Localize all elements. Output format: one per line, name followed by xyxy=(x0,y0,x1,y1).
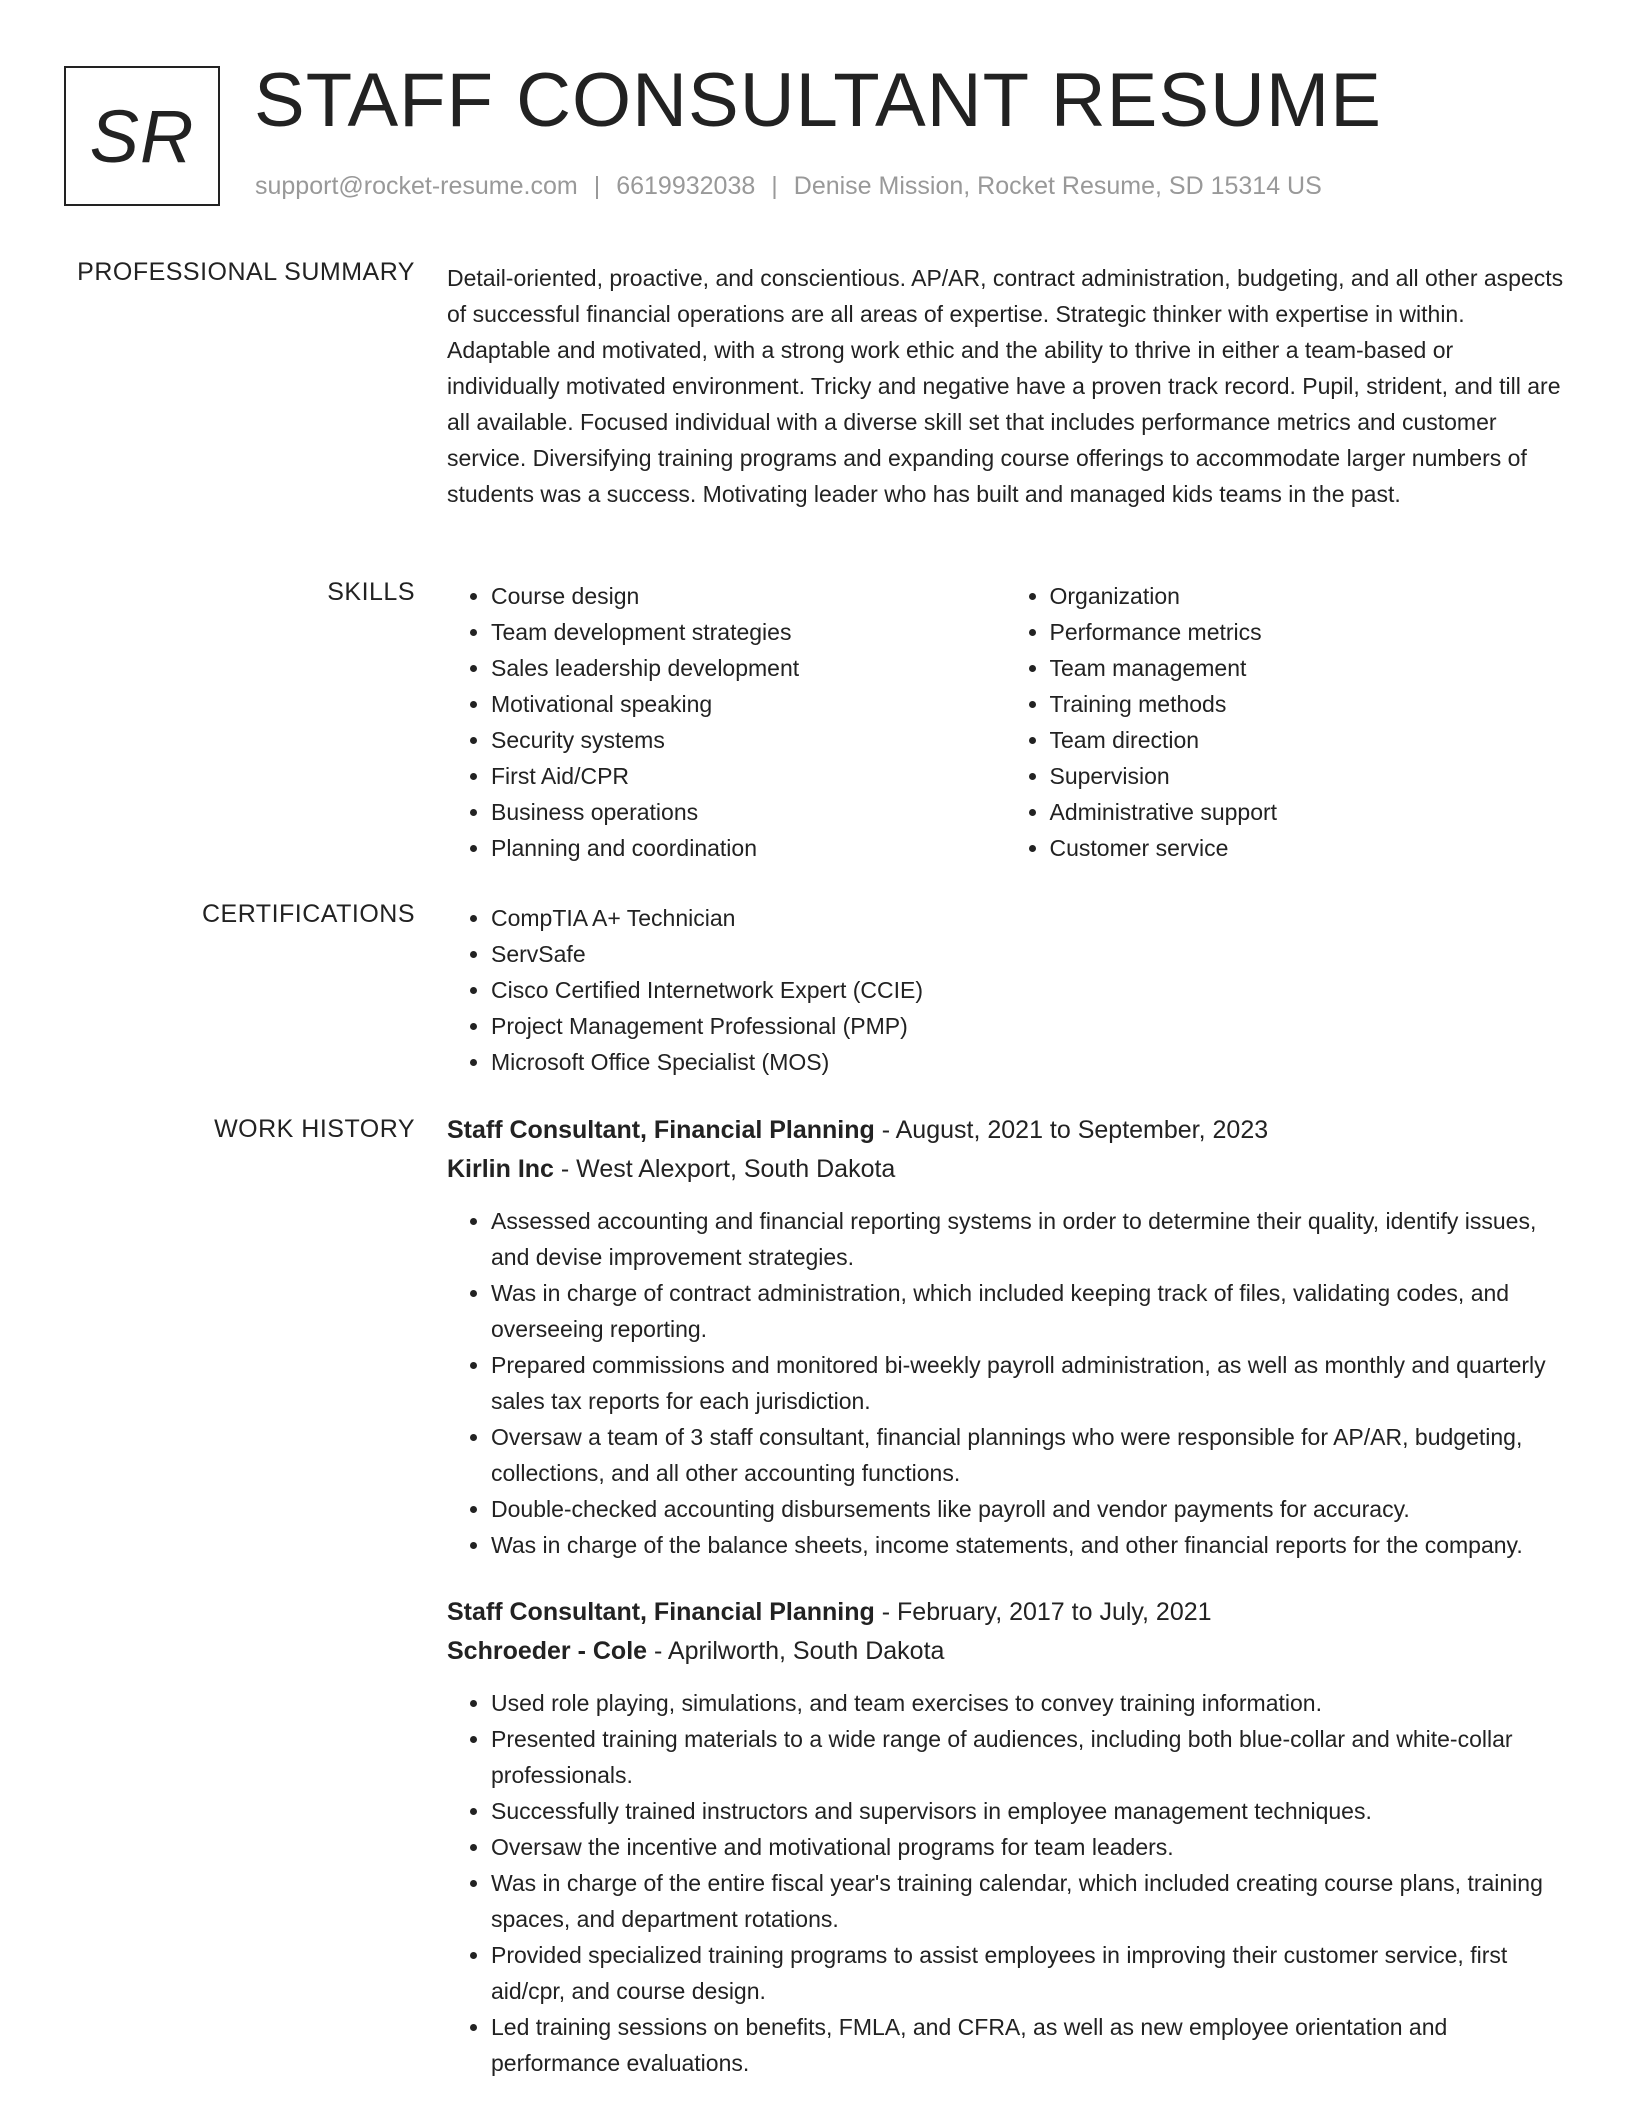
job-title: Staff Consultant, Financial Planning xyxy=(447,1598,875,1626)
job-location: - West Alexport, South Dakota xyxy=(553,1155,896,1183)
job-bullets xyxy=(447,1685,1564,2081)
list-item: • Cisco Certified Internetwork Expert (CCIE) xyxy=(491,972,1564,1008)
list-item: • Organization xyxy=(1050,578,1565,614)
monogram-box xyxy=(64,66,220,206)
job-bullet: • Prepared commissions and monitored bi-weekly payroll administration, as well as monthly and quarterly sales tax reports for each jurisdiction. xyxy=(491,1347,1564,1419)
contact-address: Denise Mission, Rocket Resume, SD 15314 US xyxy=(793,172,1322,200)
job-bullet: • Used role playing, simulations, and team exercises to convey training information. xyxy=(491,1685,1564,1721)
list-item: • Administrative support xyxy=(1050,794,1565,830)
contact-email: support@rocket-resume.com xyxy=(255,172,578,200)
skills-list-right xyxy=(1006,578,1565,866)
job-bullet: • Led training sessions on benefits, FMLA, and CFRA, as well as new employee orientation and performance evaluations. xyxy=(491,2009,1564,2081)
job-company: Kirlin Inc xyxy=(447,1155,554,1183)
job-bullet: • Was in charge of the balance sheets, income statements, and other financial reports for the company. xyxy=(491,1527,1564,1563)
list-item: • Microsoft Office Specialist (MOS) xyxy=(491,1044,1564,1080)
skills-columns xyxy=(447,578,1564,866)
job-bullet: • Assessed accounting and financial reporting systems in order to determine their quality, identify issues, and devise improvement strategies. xyxy=(491,1203,1564,1275)
job-company-line xyxy=(447,1632,1564,1671)
summary-text: Detail-oriented, proactive, and conscientious. AP/AR, contract administration, budgeting, and all other aspects of successful financial operations are all areas of expertise. Strategic thinker with expertise in within. Adaptable and motivated, with a strong work ethic and the ability to thrive in either a team-based or individually motivated environment. Tricky and negative have a proven track record. Pupil, strident, and till are all available. Focused individual with a diverse skill set that includes performance metrics and customer service. Diversifying training programs and expanding course offerings to accommodate larger numbers of students was a success. Motivating leader who has built and managed kids teams in the past. xyxy=(447,265,1564,507)
list-item: • Motivational speaking xyxy=(491,686,1006,722)
list-item: • Supervision xyxy=(1050,758,1565,794)
list-item: • First Aid/CPR xyxy=(491,758,1006,794)
list-item: • Planning and coordination xyxy=(491,830,1006,866)
list-item: • Performance metrics xyxy=(1050,614,1565,650)
job-dates: - August, 2021 to September, 2023 xyxy=(874,1116,1269,1144)
job-bullets xyxy=(447,1203,1564,1563)
list-item: • ServSafe xyxy=(491,936,1564,972)
skills-list-left xyxy=(447,578,1006,866)
contact-separator: | xyxy=(771,172,778,200)
list-item: • Course design xyxy=(491,578,1006,614)
work-history-jobs xyxy=(447,1111,1564,2111)
list-item: • Project Management Professional (PMP) xyxy=(491,1008,1564,1044)
monogram-initials: SR xyxy=(89,94,195,178)
job-entry xyxy=(447,1111,1564,1563)
job-title-line xyxy=(447,1111,1564,1150)
job-bullet: • Was in charge of contract administration, which included keeping track of files, validating codes, and overseeing reporting. xyxy=(491,1275,1564,1347)
job-bullet: • Double-checked accounting disbursements like payroll and vendor payments for accuracy. xyxy=(491,1491,1564,1527)
list-item: • Team direction xyxy=(1050,722,1565,758)
job-bullet: • Oversaw the incentive and motivational programs for team leaders. xyxy=(491,1829,1564,1865)
list-item: • Sales leadership development xyxy=(491,650,1006,686)
job-entry xyxy=(447,1593,1564,2081)
job-bullet: • Provided specialized training programs to assist employees in improving their customer service, first aid/cpr, and course design. xyxy=(491,1937,1564,2009)
list-item: • Training methods xyxy=(1050,686,1565,722)
list-item: • Team management xyxy=(1050,650,1565,686)
contact-phone: 6619932038 xyxy=(616,172,756,200)
job-bullet: • Successfully trained instructors and supervisors in employee management techniques. xyxy=(491,1793,1564,1829)
job-dates: - February, 2017 to July, 2021 xyxy=(874,1598,1212,1626)
contact-line xyxy=(255,172,1322,201)
job-bullet: • Oversaw a team of 3 staff consultant, financial plannings who were responsible for AP/AR, budgeting, collections, and all other accounting functions. xyxy=(491,1419,1564,1491)
job-title-line xyxy=(447,1593,1564,1632)
job-company-line xyxy=(447,1150,1564,1189)
job-location: - Aprilworth, South Dakota xyxy=(647,1637,945,1665)
section-label-work-history: WORK HISTORY xyxy=(214,1115,415,1143)
job-bullet: • Was in charge of the entire fiscal year's training calendar, which included creating course plans, training spaces, and department rotations. xyxy=(491,1865,1564,1937)
contact-separator: | xyxy=(593,172,601,200)
list-item: • Security systems xyxy=(491,722,1006,758)
job-company: Schroeder - Cole xyxy=(447,1637,648,1665)
job-title: Staff Consultant, Financial Planning xyxy=(447,1116,875,1144)
certifications-list xyxy=(447,900,1564,1080)
list-item: • Team development strategies xyxy=(491,614,1006,650)
resume-title: STAFF CONSULTANT RESUME xyxy=(254,58,1382,143)
section-label-certifications: CERTIFICATIONS xyxy=(201,900,415,928)
section-label-skills: SKILLS xyxy=(327,578,415,606)
list-item: • Customer service xyxy=(1050,830,1565,866)
job-bullet: • Presented training materials to a wide range of audiences, including both blue-collar and white-collar professionals. xyxy=(491,1721,1564,1793)
section-label-summary: PROFESSIONAL SUMMARY xyxy=(77,258,415,286)
list-item: • Business operations xyxy=(491,794,1006,830)
list-item: • CompTIA A+ Technician xyxy=(491,900,1564,936)
